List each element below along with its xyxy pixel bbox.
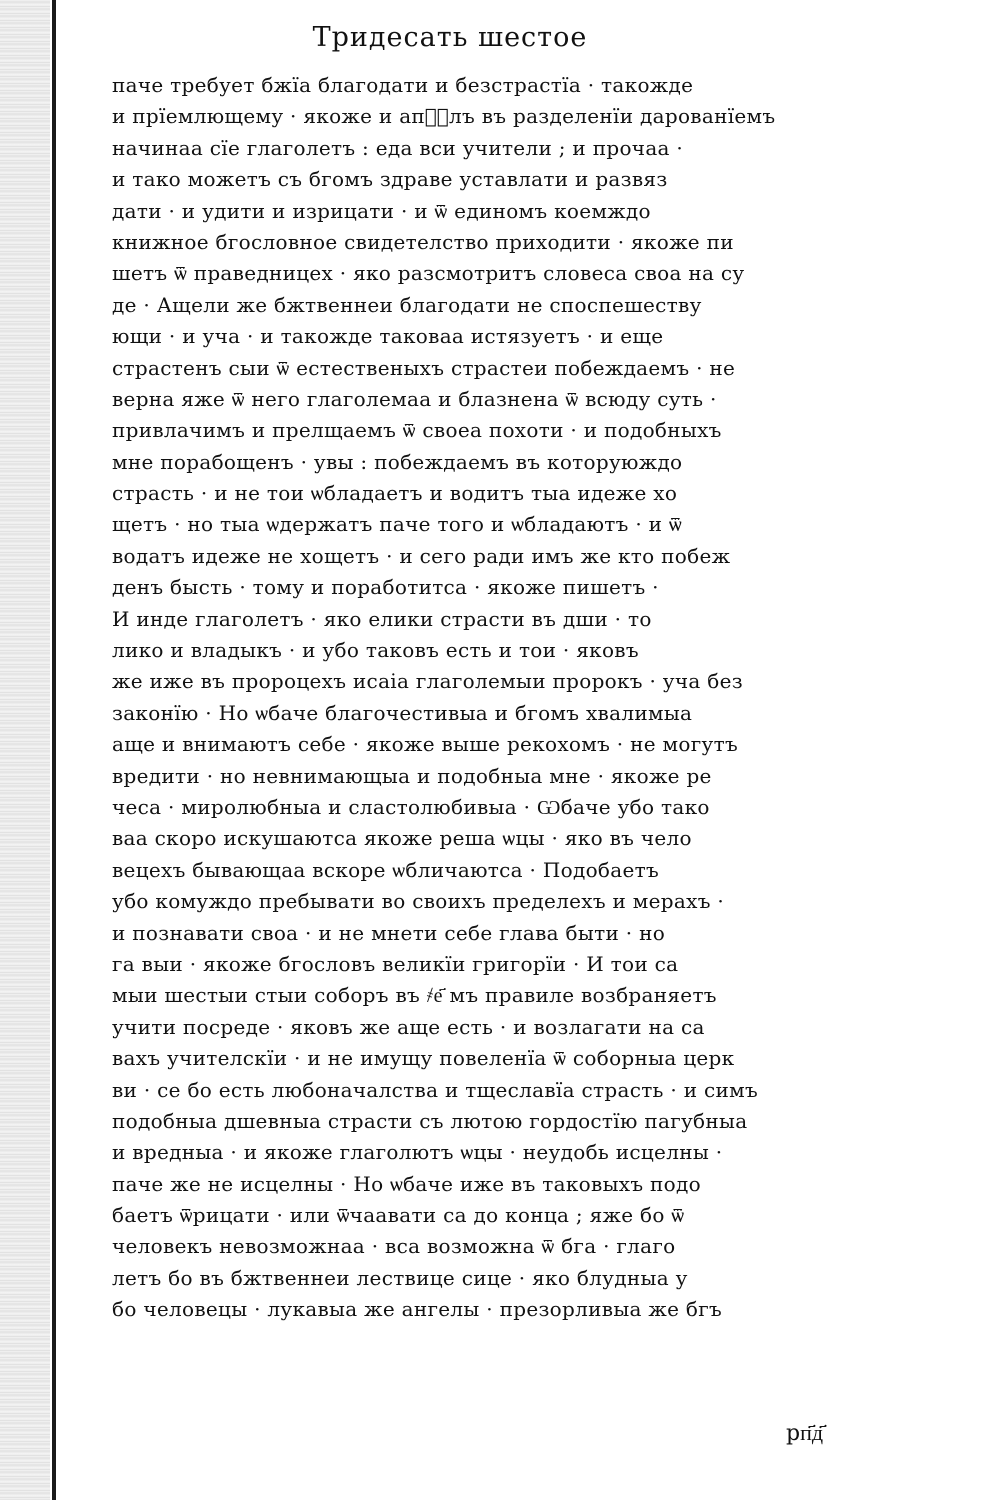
text-line: и познавати своа · и не мнети себе глава быти · но bbox=[112, 920, 666, 945]
text-line: мне порабощенъ · увы : побеждаемъ въ которуюждо bbox=[112, 449, 683, 474]
text-line: ющи · и уча · и такожде таковаа истязуетъ · и еще bbox=[112, 324, 664, 349]
text-line: лико и владыкъ · и убо таковъ есть и тои · яковъ bbox=[112, 638, 639, 663]
text-line: и вредныа · и якоже глаголютъ ѡцы · неудобь исцелны · bbox=[112, 1140, 723, 1165]
text-line: мыи шестыи стыи соборъ въ ҂е҃ мъ правиле возбраняетъ bbox=[112, 983, 717, 1008]
binding-line bbox=[52, 0, 56, 1500]
text-line: шетъ ѿ праведницех · яко разсмотритъ словеса своа на су bbox=[112, 261, 745, 286]
text-line: вредити · но невнимающыа и подобныа мне · якоже ре bbox=[112, 763, 712, 788]
text-line: де · Ащели же бжтвеннеи благодати не споспешеству bbox=[112, 292, 702, 317]
text-line: человекъ невозможнаа · вса возможна ѿ бга · глаго bbox=[112, 1234, 676, 1259]
text-line: ваа скоро искушаютса якоже реша ѡцы · яко въ чело bbox=[112, 826, 692, 851]
text-line: баетъ ѿрицати · или ѿчаавати са до конца ; яже бо ѿ bbox=[112, 1203, 685, 1228]
text-line: вецехъ бывающаа вскоре ѡбличаютса · Подобаетъ bbox=[112, 857, 659, 882]
text-line: учити посреде · яковъ же аще есть · и возлагати на са bbox=[112, 1014, 705, 1039]
scan-margin-edge bbox=[0, 0, 50, 1500]
text-line: водатъ идеже не хощетъ · и сего ради имъ же кто побеж bbox=[112, 543, 731, 568]
text-line: привлачимъ и прелщаемъ ѿ своеа похоти · и подобныхъ bbox=[112, 418, 722, 443]
text-line: страстенъ сыи ѿ естественыхъ страстеи побеждаемъ · не bbox=[112, 355, 736, 380]
text-line: бо человецы · лукавыа же ангелы · презорливыа же бгъ bbox=[112, 1297, 723, 1322]
text-line: га выи · якоже бгословъ великїи григорїи · И тои са bbox=[112, 951, 679, 976]
text-line: денъ бысть · тому и поработитса · якоже пишетъ · bbox=[112, 575, 659, 600]
text-line: паче требует бжїа благодати и безстрастїа · такожде bbox=[112, 73, 694, 97]
running-head: Тридесать шестое bbox=[312, 22, 588, 53]
page-number: рп҃д҃ bbox=[786, 1421, 824, 1446]
text-line: чеса · миролюбныа и сластолюбивыа · Ѡбаче убо тако bbox=[112, 794, 710, 819]
text-line: и прїемлющему · якоже и апⷭ҇лъ въ разделенїи дарованїемъ bbox=[112, 104, 776, 129]
text-line: паче же не исцелны · Но ѡбаче иже въ таковыхъ подо bbox=[112, 1171, 701, 1196]
text-line: же иже въ пророцехъ исаіа глаголемыи пророкъ · уча без bbox=[112, 669, 743, 694]
text-line: вахъ учителскїи · и не имущу повеленїа ѿ соборныа церк bbox=[112, 1046, 735, 1071]
text-line: подобныа дшевныа страсти съ лютою гордостїю пагубныа bbox=[112, 1108, 748, 1133]
text-line: убо комуждо пребывати во своихъ пределехъ и мерахъ · bbox=[112, 889, 725, 914]
text-line: И инде глаголетъ · яко елики страсти въ дши · то bbox=[112, 606, 652, 631]
text-line: и тако можетъ съ бгомъ здраве уставлати и развяз bbox=[112, 167, 668, 192]
text-line: дати · и удити и изрицати · и ѿ единомъ коемждо bbox=[112, 198, 651, 223]
text-line: летъ бо въ бжтвеннеи лествице сице · яко блудныа у bbox=[112, 1265, 688, 1290]
text-line: щетъ · но тыа ѡдержатъ паче того и ѡбладаютъ · и ѿ bbox=[112, 512, 682, 537]
text-line: начинаа сїе глаголетъ : еда вси учители ; и прочаа · bbox=[112, 135, 684, 160]
text-line: ви · се бо есть любоначалства и тщеславїа страсть · и симъ bbox=[112, 1077, 759, 1102]
text-line: книжное бгословное свидетелство приходити · якоже пи bbox=[112, 229, 734, 254]
body-text bbox=[112, 70, 776, 1360]
text-line: законїю · Но ѡбаче благочестивыа и бгомъ хвалимыа bbox=[112, 700, 693, 725]
text-line: верна яже ѿ него глаголемаа и блазнена ѿ всюду суть · bbox=[112, 386, 717, 411]
text-line: аще и внимаютъ себе · якоже выше рекохомъ · не могутъ bbox=[112, 732, 738, 757]
text-line: страсть · и не тои ѡбладаетъ и водитъ тыа идеже хо bbox=[112, 481, 678, 506]
